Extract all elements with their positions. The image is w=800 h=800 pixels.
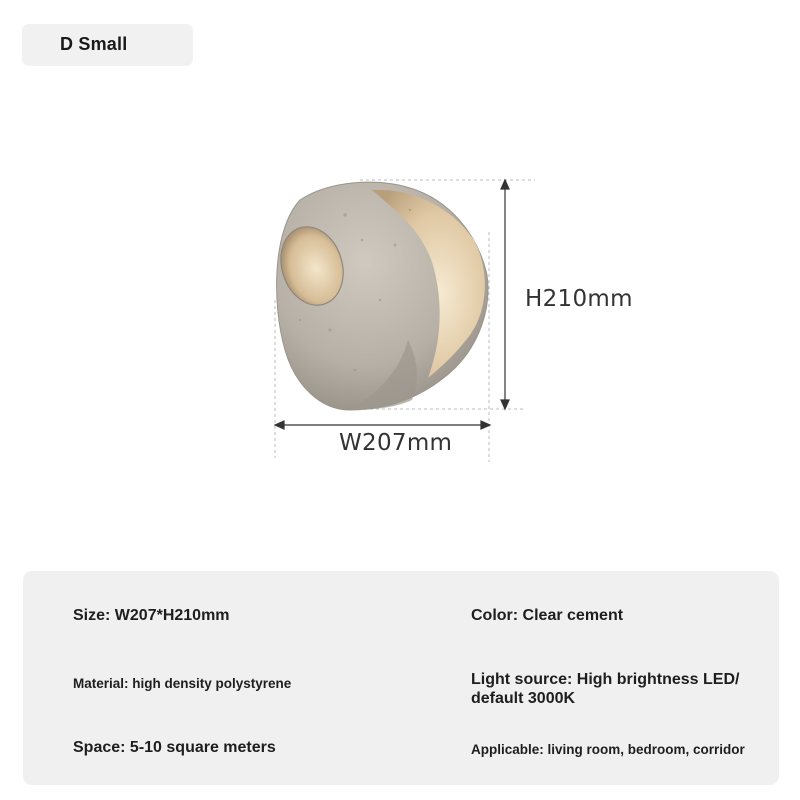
spec-space-label: Space:	[73, 739, 130, 756]
width-label: W207mm	[339, 430, 453, 456]
spec-light-source	[471, 670, 771, 708]
lamp-body	[271, 182, 488, 410]
spec-size-label: Size:	[73, 607, 115, 624]
spec-material-value: high density polystyrene	[132, 676, 292, 691]
height-label: H210mm	[525, 286, 633, 312]
spec-material-label: Material:	[73, 676, 133, 691]
width-arrow	[275, 421, 490, 429]
height-arrow	[501, 180, 509, 409]
spec-space	[73, 738, 276, 757]
spec-space-value: 5-10 square meters	[129, 739, 276, 756]
spec-applicable-value: living room, bedroom, corridor	[547, 742, 745, 757]
spec-color-label: Color:	[471, 607, 523, 624]
spec-color	[471, 606, 623, 625]
spec-material	[73, 674, 291, 693]
spec-size	[73, 606, 230, 625]
spec-applicable-label: Applicable:	[471, 742, 548, 757]
spec-light-source-value: High brightness LED/ default 3000K	[471, 671, 740, 707]
spec-size-value: W207*H210mm	[114, 607, 230, 624]
spec-light-source-label: Light source:	[471, 671, 577, 688]
spec-color-value: Clear cement	[522, 607, 624, 624]
spec-applicable	[471, 740, 745, 759]
variant-label: D Small	[60, 34, 128, 54]
